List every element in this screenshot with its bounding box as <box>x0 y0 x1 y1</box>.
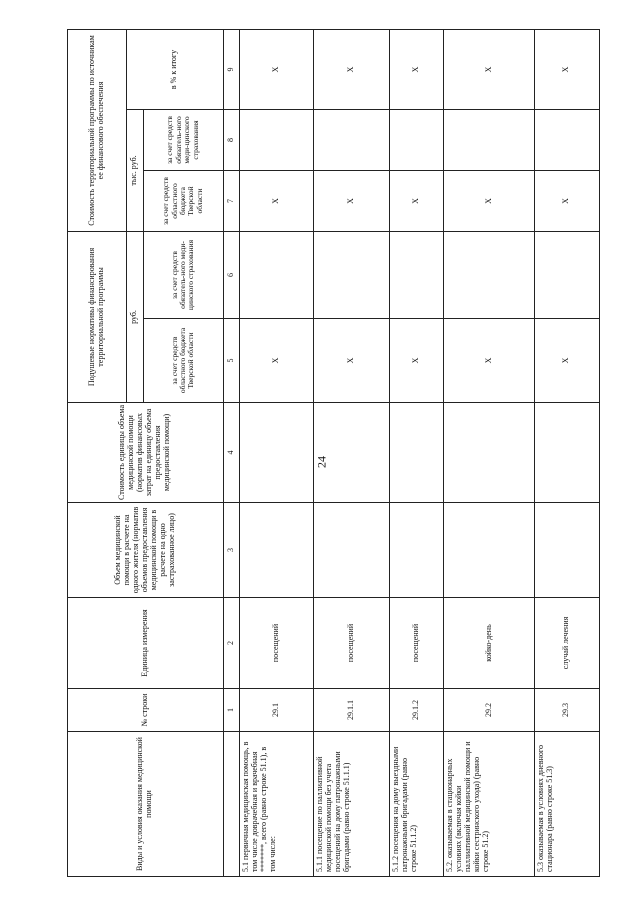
row-cell <box>389 402 444 502</box>
row-cell <box>239 109 313 170</box>
header-oms-cost: за счет средств обязатель-ного меди-цинского страхования <box>143 109 223 170</box>
table-row <box>443 29 533 876</box>
row-cell <box>389 109 444 170</box>
header-regional-budget-cost: за счет средств областного бюджета Тверской области <box>143 170 223 231</box>
row-cell-x: Х <box>534 170 599 231</box>
row-cell <box>534 109 599 170</box>
header-per-capita-group: Подушевые нормативы финансирования территориальной программы <box>67 231 126 402</box>
row-cell-x: Х <box>313 170 389 231</box>
row-cell-x: Х <box>313 29 389 109</box>
row-cell-x: Х <box>389 29 444 109</box>
header-volume: Объем медицинской помощи в расчете на одного жителя (норматив объемов предоставления медицинской помощи в расчете на одно застрахованное лицо) <box>67 502 223 597</box>
table-row <box>313 29 389 876</box>
column-number-row <box>223 29 240 876</box>
header-rub: руб. <box>126 231 143 402</box>
row-cell-x: Х <box>239 318 313 402</box>
row-cell <box>313 502 389 597</box>
row-cell-x: Х <box>239 29 313 109</box>
column-number: 1 <box>223 688 240 731</box>
row-cell <box>389 231 444 318</box>
row-unit: случай лечения <box>534 597 599 688</box>
row-cell <box>389 502 444 597</box>
row-number: 29.2 <box>443 688 533 731</box>
row-number: 29.1.1 <box>313 688 389 731</box>
row-cell-x: Х <box>389 318 444 402</box>
header-percent: в % к итогу <box>126 29 223 109</box>
row-cell-x: Х <box>443 29 533 109</box>
table-row <box>239 29 313 876</box>
row-cell <box>443 502 533 597</box>
column-number: 5 <box>223 318 240 402</box>
header-thousand-rub: тыс. руб. <box>126 109 143 231</box>
row-cell-x: Х <box>313 318 389 402</box>
row-cell-x: Х <box>239 170 313 231</box>
row-number: 29.1.2 <box>389 688 444 731</box>
row-cell <box>534 502 599 597</box>
row-cell <box>239 502 313 597</box>
row-cell <box>313 231 389 318</box>
row-unit: посещений <box>313 597 389 688</box>
row-unit: посещений <box>389 597 444 688</box>
header-type: Виды и условия оказания медицинской помощи <box>67 731 223 876</box>
row-cell-x: Х <box>443 170 533 231</box>
row-cell <box>239 231 313 318</box>
row-unit: посещений <box>239 597 313 688</box>
column-number: 2 <box>223 597 240 688</box>
header-row-number: № строки <box>67 688 223 731</box>
table-row <box>534 29 599 876</box>
row-cell <box>534 231 599 318</box>
column-number: 3 <box>223 502 240 597</box>
row-cell <box>443 109 533 170</box>
row-name: 5.3 оказываемая в условиях дневного стационара (равно строке 51.3) <box>534 731 599 876</box>
row-cell-x: Х <box>443 318 533 402</box>
column-number: 9 <box>223 29 240 109</box>
column-number: 4 <box>223 402 240 502</box>
row-name: 5.1.2 посещения на дому выездными патронажными бригадами (равно строке 51.1.2) <box>389 731 444 876</box>
header-unit: Единица измерения <box>67 597 223 688</box>
header-unit-cost: Стоимость единицы объема медицинской помощи (норматив финансовых затрат на единицу объема предоставления медицинской помощи) <box>67 402 223 502</box>
row-cell <box>313 402 389 502</box>
row-name: 5.2. оказываемая в стационарных условиях (включая койки паллиативной медицинской помощи и койки сестринского ухода) (равно строке 51.2) <box>443 731 533 876</box>
column-number-empty <box>223 731 240 876</box>
row-unit: койко-день <box>443 597 533 688</box>
row-cell <box>313 109 389 170</box>
column-number: 8 <box>223 109 240 170</box>
data-table <box>67 28 600 876</box>
table-row <box>389 29 444 876</box>
page-number: 24 <box>314 456 329 468</box>
row-number: 29.3 <box>534 688 599 731</box>
row-cell <box>443 402 533 502</box>
row-name: 5.1 первичная медицинская помощь, в том числе доврачебная и врачебная *******, всего (равно строке 51.1), в том числе: <box>239 731 313 876</box>
row-name: 5.1.1 посещение по паллиативной медицинской помощи без учета посещений на дому патронажными бригадами (равно строке 51.1.1) <box>313 731 389 876</box>
header-regional-budget: за счет средств областного бюджета Тверской области <box>143 318 223 402</box>
row-number: 29.1 <box>239 688 313 731</box>
header-oms: за счет средств обязатель-ного меди-цинского страхования <box>143 231 223 318</box>
column-number: 7 <box>223 170 240 231</box>
row-cell <box>534 402 599 502</box>
column-number: 6 <box>223 231 240 318</box>
row-cell-x: Х <box>534 29 599 109</box>
row-cell-x: Х <box>389 170 444 231</box>
row-cell-x: Х <box>534 318 599 402</box>
row-cell <box>443 231 533 318</box>
row-cell <box>239 402 313 502</box>
header-program-cost-group: Стоимость территориальной программы по источникам ее финансового обеспечения <box>67 29 126 231</box>
